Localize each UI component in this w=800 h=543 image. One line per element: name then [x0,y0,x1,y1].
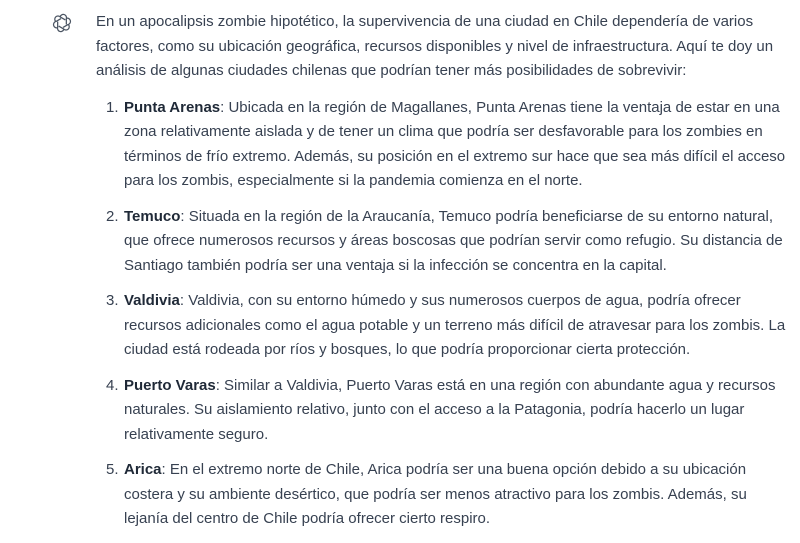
list-number: 3. [106,292,119,309]
list-item [96,96,786,194]
message-content [96,10,786,543]
list-number: 2. [106,207,119,225]
item-title: Valdivia [124,292,180,309]
list-item [96,205,786,279]
item-text: : Situada en la región de la Araucanía, Temuco podría beneficiarse de su entorno natural, que ofrece numerosos recursos y áreas boscosas que podrían servir como refugio. Su distancia de Santiago también podría ser una ventaja si la infección se concentra en la capital. [124,207,783,274]
list-item [96,374,786,448]
item-title: Puerto Varas [124,376,216,394]
openai-logo-icon [51,12,73,34]
item-text: : En el extremo norte de Chile, Arica podría ser una buena opción debido a su ubicación costera y su ambiente desértico, que podría ser menos atractivo para los zombis. Además, su lejanía del centro de Chile podría ofrecer cierto respiro. [124,461,747,527]
item-text: : Valdivia, con su entorno húmedo y sus numerosos cuerpos de agua, podría ofrecer recursos adicionales como el agua potable y un terreno más difícil de atravesar para los zombis. La ciudad está rodeada por ríos y bosques, lo que podría proporcionar cierta protección. [124,292,786,358]
item-text: : Similar a Valdivia, Puerto Varas está en una región con abundante agua y recursos naturales. Su aislamiento relativo, junto con el acceso a la Patagonia, podría hacerlo un lugar relativamente seguro. [124,376,776,443]
item-text: : Ubicada en la región de Magallanes, Punta Arenas tiene la ventaja de estar en una zona relativamente aislada y de tener un clima que podría ser desfavorable para los zombies en términos de frío extremo. Además, su posición en el extremo sur hace que sea más difícil el acceso para los zombis, especialmente si la pandemia comienza en el norte. [124,98,786,189]
item-title: Arica [124,461,162,478]
item-title: Temuco [124,207,181,225]
list-item [96,458,786,532]
city-list [96,96,786,532]
item-title: Punta Arenas [124,98,221,116]
list-number: 5. [106,461,119,478]
intro-paragraph: En un apocalipsis zombie hipotético, la supervivencia de una ciudad en Chile dependería de varios factores, como su ubicación geográfica, recursos disponibles y nivel de infraestructura. Aquí te doy un análisis de algunas ciudades chilenas que podrían tener más posibilidades de sobrevivir: [96,13,774,79]
list-number: 1. [106,98,119,116]
list-item [96,289,786,363]
list-number: 4. [106,376,119,394]
